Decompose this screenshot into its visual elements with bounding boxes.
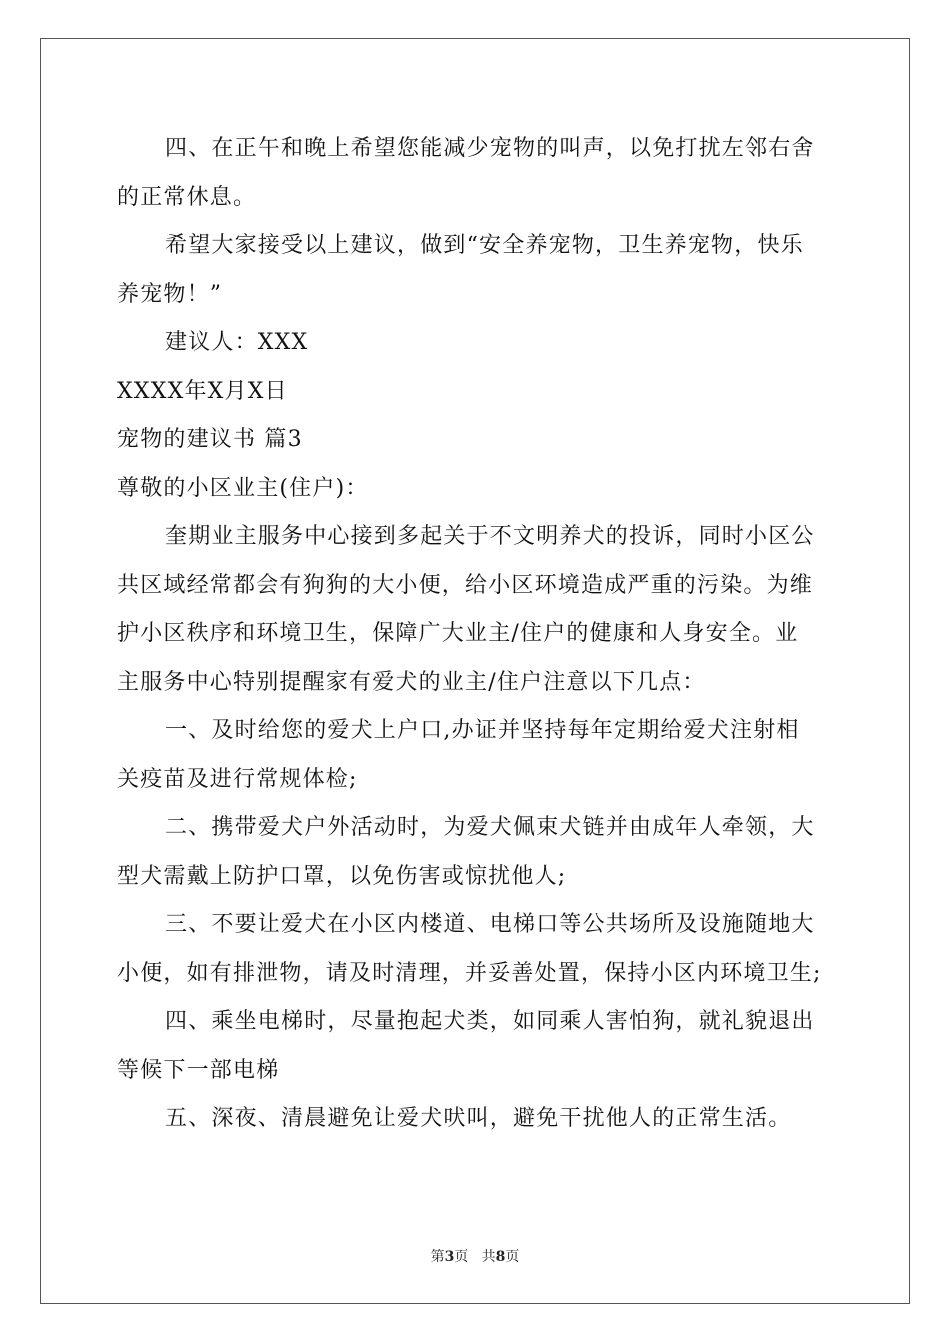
paragraph-line: 等候下一部电梯 xyxy=(117,1057,280,1083)
paragraph-line: 四、在正午和晚上希望您能减少宠物的叫声，以免打扰左邻右舍 xyxy=(165,136,815,161)
document-body xyxy=(117,125,837,1144)
paragraph-line: 奎期业主服务中心接到多起关于不文明养犬的投诉，同时小区公 xyxy=(165,524,815,549)
paragraph-line: 小便，如有排泄物，请及时清理，并妥善处置，保持小区内环境卫生; xyxy=(117,960,822,986)
paragraph-line: 养宠物！” xyxy=(117,281,223,307)
proposer-line: 建议人：XXX xyxy=(165,330,309,355)
section-title: 宠物的建议书 篇3 xyxy=(117,427,303,452)
footer-total-prefix: 共 xyxy=(481,1249,496,1265)
current-page-number: 3 xyxy=(444,1249,455,1265)
date-line: XXXX年X月X日 xyxy=(117,378,288,404)
footer-prefix: 第 xyxy=(430,1249,445,1265)
paragraph-line: 一、及时给您的爱犬上户口,办证并坚持每年定期给爱犬注射相 xyxy=(165,718,800,743)
total-pages-number: 8 xyxy=(495,1249,506,1265)
paragraph-line: 三、不要让爱犬在小区内楼道、电梯口等公共场所及设施随地大 xyxy=(165,912,815,937)
paragraph-line: 关疫苗及进行常规体检; xyxy=(117,766,358,792)
paragraph-line: 共区域经常都会有狗狗的大小便，给小区环境造成严重的污染。为维 xyxy=(117,572,814,598)
footer-page-suffix: 页 xyxy=(454,1249,469,1265)
paragraph-line: 二、携带爱犬户外活动时，为爱犬佩束犬链并由成年人牵领，大 xyxy=(165,815,815,840)
footer-total-suffix: 页 xyxy=(505,1249,520,1265)
paragraph-line: 型犬需戴上防护口罩，以免伤害或惊扰他人; xyxy=(117,863,567,889)
paragraph-line: 希望大家接受以上建议，做到“安全养宠物，卫生养宠物，快乐 xyxy=(165,233,804,258)
paragraph-line: 的正常休息。 xyxy=(117,184,257,210)
page-footer xyxy=(0,1246,950,1266)
paragraph-line: 五、深夜、清晨避免让爱犬吠叫，避免干扰他人的正常生活。 xyxy=(165,1106,792,1131)
paragraph-line: 主服务中心特别提醒家有爱犬的业主/住户注意以下几点： xyxy=(117,669,706,695)
paragraph-line: 护小区秩序和环境卫生，保障广大业主/住户的健康和人身安全。业 xyxy=(117,621,799,646)
salutation: 尊敬的小区业主(住户)： xyxy=(117,475,369,501)
paragraph-line: 四、乘坐电梯时，尽量抱起犬类，如同乘人害怕狗，就礼貌退出 xyxy=(165,1009,815,1034)
